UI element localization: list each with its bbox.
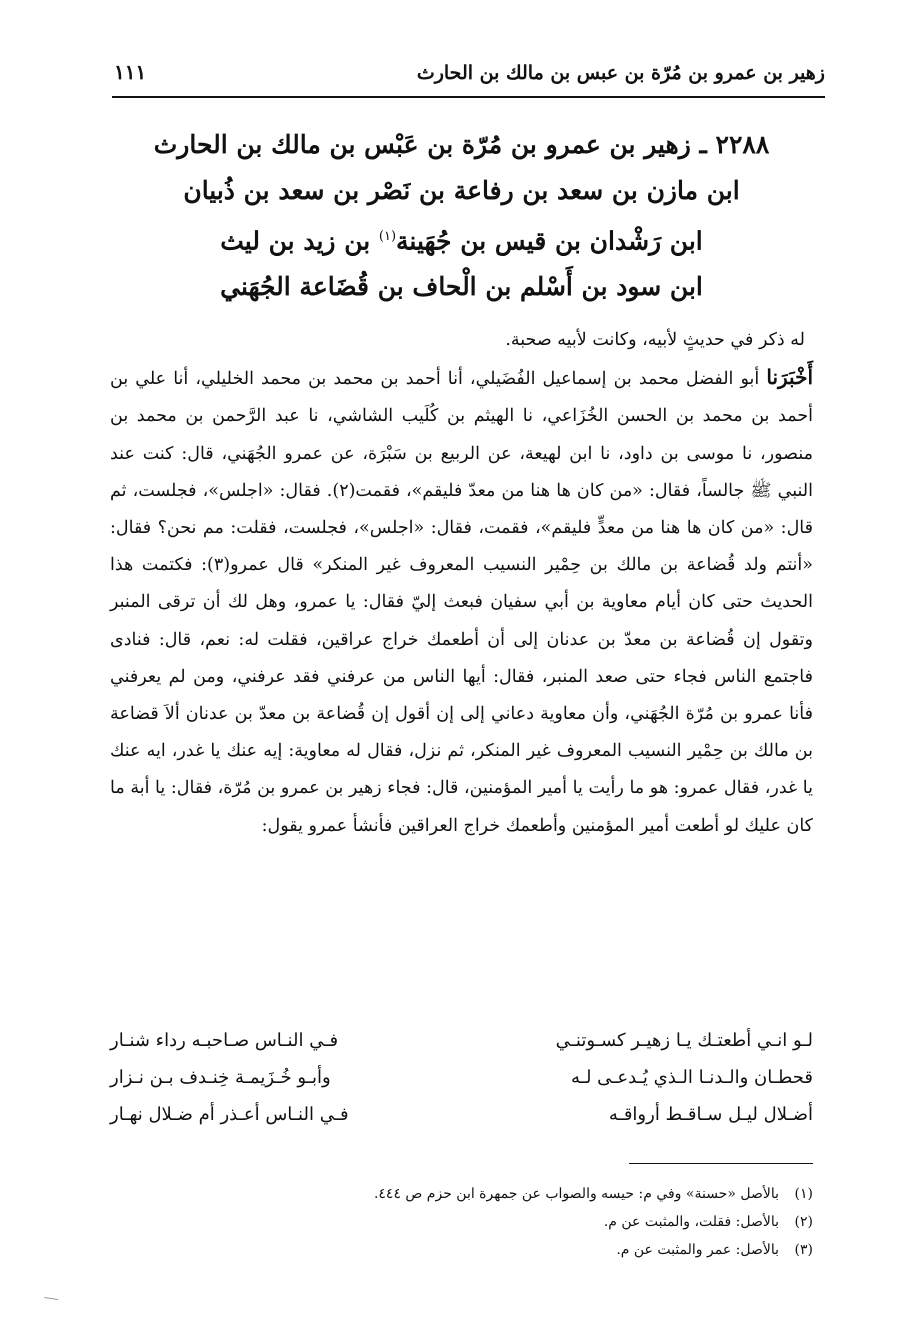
footnote-text: بالأصل «حسنة» وفي م: حيسه والصواب عن جمهرة ابن حزم ص ٤٤٤. <box>373 1186 779 1202</box>
hemistich-first: لـو انـي أطعتـك يـا زهيـر كسـوتنـي <box>555 1030 813 1051</box>
hemistich-second: فـي النـاس أعـذر أم ضـلال نهـار <box>110 1104 349 1125</box>
intro-sentence: له ذكر في حديثٍ لأبيه، وكانت لأبيه صحبة. <box>505 330 805 350</box>
footnotes <box>120 1180 813 1264</box>
footnote <box>120 1208 813 1236</box>
poem-verse <box>110 1059 813 1096</box>
footnote-number: (٣) <box>794 1242 813 1258</box>
footnote-marker[interactable]: (١) <box>378 229 397 244</box>
poem <box>110 1022 813 1133</box>
heading-line-part: بن زيد بن ليث <box>220 226 379 256</box>
hemistich-second: وأبـو خُـزَيمـة خِنـدف بـن نـزار <box>110 1067 331 1088</box>
hemistich-second: فـي النـاس صـاحبـه رداء شنـار <box>110 1030 339 1051</box>
body-text <box>110 322 813 845</box>
narration-paragraph <box>110 359 813 845</box>
page-number: ١١١ <box>114 60 147 84</box>
hemistich-first: قحطـان والـدنـا الـذي يُـدعـى لـه <box>571 1067 813 1088</box>
heading-line: ابن مازن بن سعد بن رفاعة بن نَصْر بن سعد بن ذُبيان <box>183 176 740 205</box>
running-header <box>112 56 825 94</box>
footnote-text: بالأصل: فقلت، والمثبت عن م. <box>603 1214 779 1230</box>
heading-line-part: ابن رَشْدان بن قيس بن جُهَينة <box>396 226 703 256</box>
header-rule <box>112 96 825 98</box>
heading-line: ٢٢٨٨ ـ زهير بن عمرو بن مُرّة بن عَبْس بن مالك بن الحارث <box>153 130 770 159</box>
footnote-rule <box>629 1163 813 1164</box>
running-title: زهير بن عمرو بن مُرّة بن عبس بن مالك بن الحارث <box>416 62 825 84</box>
heading-line: ابن سود بن أَسْلم بن الْحاف بن قُضَاعة الجُهَني <box>220 272 703 302</box>
footnote <box>120 1236 813 1264</box>
lead-word: أَخْبَرَنا <box>766 365 813 390</box>
hemistich-first: أضـلال ليـل سـاقـط أرواقـه <box>608 1104 813 1125</box>
footnote <box>120 1180 813 1208</box>
heading-line <box>110 214 813 264</box>
paragraph-text: أبو الفضل محمد بن إسماعيل الفُضَيلي، أنا أحمد بن محمد بن محمد الخليلي، أنا علي بن أحمد بن محمد بن الحسن الخُزَاعي، نا الهيثم بن كُلَيب الشاشي، نا عبد الرَّحمن بن محمد بن منصور، نا موسى بن داود، نا ابن لهيعة، عن الربيع بن سَبْرَة، عن عمرو الجُهَني، قال: كنت عند النبي ﷺ جالساً، فقال: «من كان ها هنا من معدّ فليقم»، فقمت(٢). فقال: «اجلس»، فجلست، ثم قال: «من كان ها هنا من معدٍّ فليقم»، فقمت، فقال: «اجلس»، فجلست، فقلت: مم نحن؟ فقال: «أنتم ولد قُضاعة بن مالك بن حِمْير النسيب المعروف غير المنكر» قال عمرو(٣): فكتمت هذا الحديث حتى كان أيام معاوية بن أبي سفيان فبعث إليّ فقال: يا عمرو، وهل لك أن ترقى المنبر وتقول إن قُضاعة بن معدّ بن عدنان إلى أن أطعمك خراج عراقين، فقلت له: نعم، قال: فنادى فاجتمع الناس فجاء حتى صعد المنبر، فقال: أيها الناس من عرفني فقد عرفني، ومن لم يعرفني فأنا عمرو بن مُرّة الجُهَني، وأن معاوية دعاني إلى إن أقول إن قُضاعة بن معدّ بن عدنان ألاَ قضاعة بن مالك بن حِمْير النسيب المعروف غير المنكر، ثم نزل، فقال له معاوية: إيه عنك يا غدر، ايه عنك يا غدر، فقال عمرو: هو ما رأيت يا أمير المؤمنين، قال: فجاء زهير بن عمرو بن مُرّة، فقال: يا أبة ما كان عليك لو أطعت أمير المؤمنين وأطعمك خراج العراقين فأنشأ عمرو يقول: <box>110 369 813 836</box>
footnote-number: (٢) <box>794 1214 813 1230</box>
poem-verse <box>110 1096 813 1133</box>
scan-mark <box>44 1297 58 1303</box>
entry-heading <box>110 122 813 310</box>
poem-verse <box>110 1022 813 1059</box>
footnote-number: (١) <box>794 1186 813 1202</box>
footnote-text: بالأصل: عمر والمثبت عن م. <box>616 1242 779 1258</box>
